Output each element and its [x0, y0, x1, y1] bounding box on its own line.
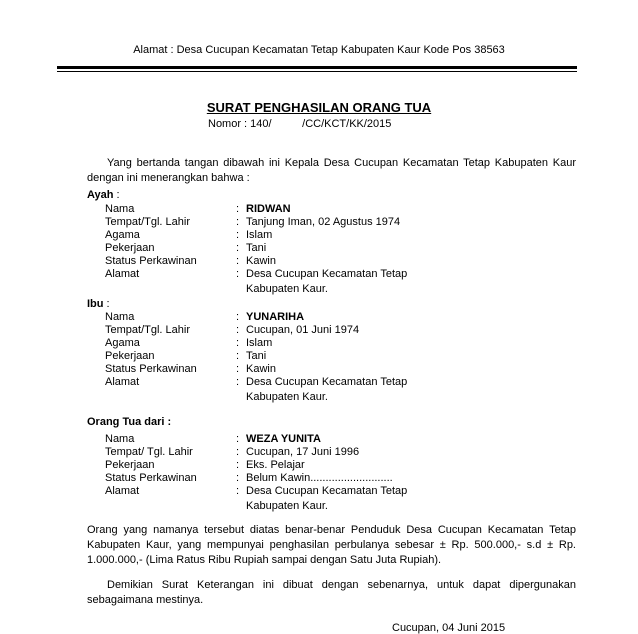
row-label: Nama	[105, 311, 135, 323]
row-label: Alamat	[105, 376, 140, 388]
section-ayah-heading	[87, 189, 120, 201]
row-separator: :	[236, 472, 240, 484]
document-number: Nomor : 140/ /CC/KCT/KK/2015	[208, 118, 392, 130]
intro-paragraph	[87, 156, 576, 186]
row-separator: :	[236, 311, 240, 323]
row-separator: :	[236, 446, 240, 458]
row-separator: :	[236, 268, 240, 280]
row-value: Desa Cucupan Kecamatan Tetap	[246, 268, 408, 280]
row-label: Tempat/Tgl. Lahir	[105, 216, 190, 228]
ibu-alamat-continued: Kabupaten Kaur.	[246, 391, 328, 403]
row-label: Agama	[105, 229, 140, 241]
letterhead-rule-thick	[57, 66, 577, 69]
row-value: Cucupan, 01 Juni 1974	[246, 324, 360, 336]
row-label: Status Perkawinan	[105, 363, 197, 375]
row-separator: :	[236, 433, 240, 445]
row-value: Cucupan, 17 Juni 1996	[246, 446, 360, 458]
row-separator: :	[236, 337, 240, 349]
row-value: Tani	[246, 242, 267, 254]
ayah-heading-suffix: :	[113, 189, 120, 201]
row-value: Belum Kawin...........................	[246, 472, 393, 484]
row-label: Status Perkawinan	[105, 472, 197, 484]
row-label: Pekerjaan	[105, 459, 155, 471]
row-label: Tempat/ Tgl. Lahir	[105, 446, 193, 458]
row-label: Nama	[105, 203, 135, 215]
anak-alamat-continued: Kabupaten Kaur.	[246, 500, 328, 512]
row-separator: :	[236, 350, 240, 362]
row-label: Alamat	[105, 485, 140, 497]
row-value: WEZA YUNITA	[246, 433, 321, 445]
row-value: YUNARIHA	[246, 311, 305, 323]
row-value: Islam	[246, 229, 273, 241]
row-value: Tani	[246, 350, 267, 362]
row-separator: :	[236, 203, 240, 215]
row-separator: :	[236, 216, 240, 228]
row-label: Alamat	[105, 268, 140, 280]
intro-text: Yang bertanda tangan dibawah ini Kepala Desa Cucupan Kecamatan Tetap Kabupaten Kaur dengan ini menerangkan bahwa :	[87, 157, 576, 184]
ayah-heading-label: Ayah	[87, 189, 114, 201]
row-separator: :	[236, 324, 240, 336]
row-label: Pekerjaan	[105, 242, 155, 254]
row-value: Desa Cucupan Kecamatan Tetap	[246, 376, 408, 388]
row-separator: :	[236, 255, 240, 267]
row-value: Kawin	[246, 255, 276, 267]
signature-date: Cucupan, 04 Juni 2015	[392, 622, 506, 634]
closing-paragraph	[87, 578, 576, 608]
ayah-alamat-continued: Kabupaten Kaur.	[246, 283, 328, 295]
row-value: Kawin	[246, 363, 276, 375]
row-value: RIDWAN	[246, 203, 291, 215]
ibu-heading-label: Ibu	[87, 298, 104, 310]
row-label: Agama	[105, 337, 140, 349]
row-separator: :	[236, 459, 240, 471]
section-anak-heading	[87, 416, 171, 428]
row-value: Islam	[246, 337, 273, 349]
row-label: Tempat/Tgl. Lahir	[105, 324, 190, 336]
row-separator: :	[236, 376, 240, 388]
row-separator: :	[236, 229, 240, 241]
document-title: SURAT PENGHASILAN ORANG TUA	[206, 100, 432, 115]
statement-paragraph: Orang yang namanya tersebut diatas benar-benar Penduduk Desa Cucupan Kecamatan Tetap Kabupaten Kaur, yang mempunyai penghasilan perbulanya sebesar ± Rp. 500.000,- s.d ± Rp. 1.000.000,- (Lima Ratus Ribu Rupiah sampai dengan Satu Juta Rupiah).	[87, 524, 576, 566]
row-label: Pekerjaan	[105, 350, 155, 362]
section-ibu-heading	[87, 298, 110, 310]
closing-text: Demikian Surat Keterangan ini dibuat dengan sebenarnya, untuk dapat dipergunakan sebagaimana mestinya.	[87, 579, 576, 606]
anak-heading-label: Orang Tua dari :	[87, 416, 172, 428]
ibu-heading-suffix: :	[103, 298, 110, 310]
letterhead-rule-thin	[57, 71, 577, 72]
row-separator: :	[236, 242, 240, 254]
row-separator: :	[236, 485, 240, 497]
row-separator: :	[236, 363, 240, 375]
row-value: Desa Cucupan Kecamatan Tetap	[246, 485, 408, 497]
row-value: Eks. Pelajar	[246, 459, 305, 471]
row-label: Nama	[105, 433, 135, 445]
row-label: Status Perkawinan	[105, 255, 197, 267]
row-value: Tanjung Iman, 02 Agustus 1974	[246, 216, 401, 228]
letterhead-address: Alamat : Desa Cucupan Kecamatan Tetap Kabupaten Kaur Kode Pos 38563	[133, 44, 505, 56]
